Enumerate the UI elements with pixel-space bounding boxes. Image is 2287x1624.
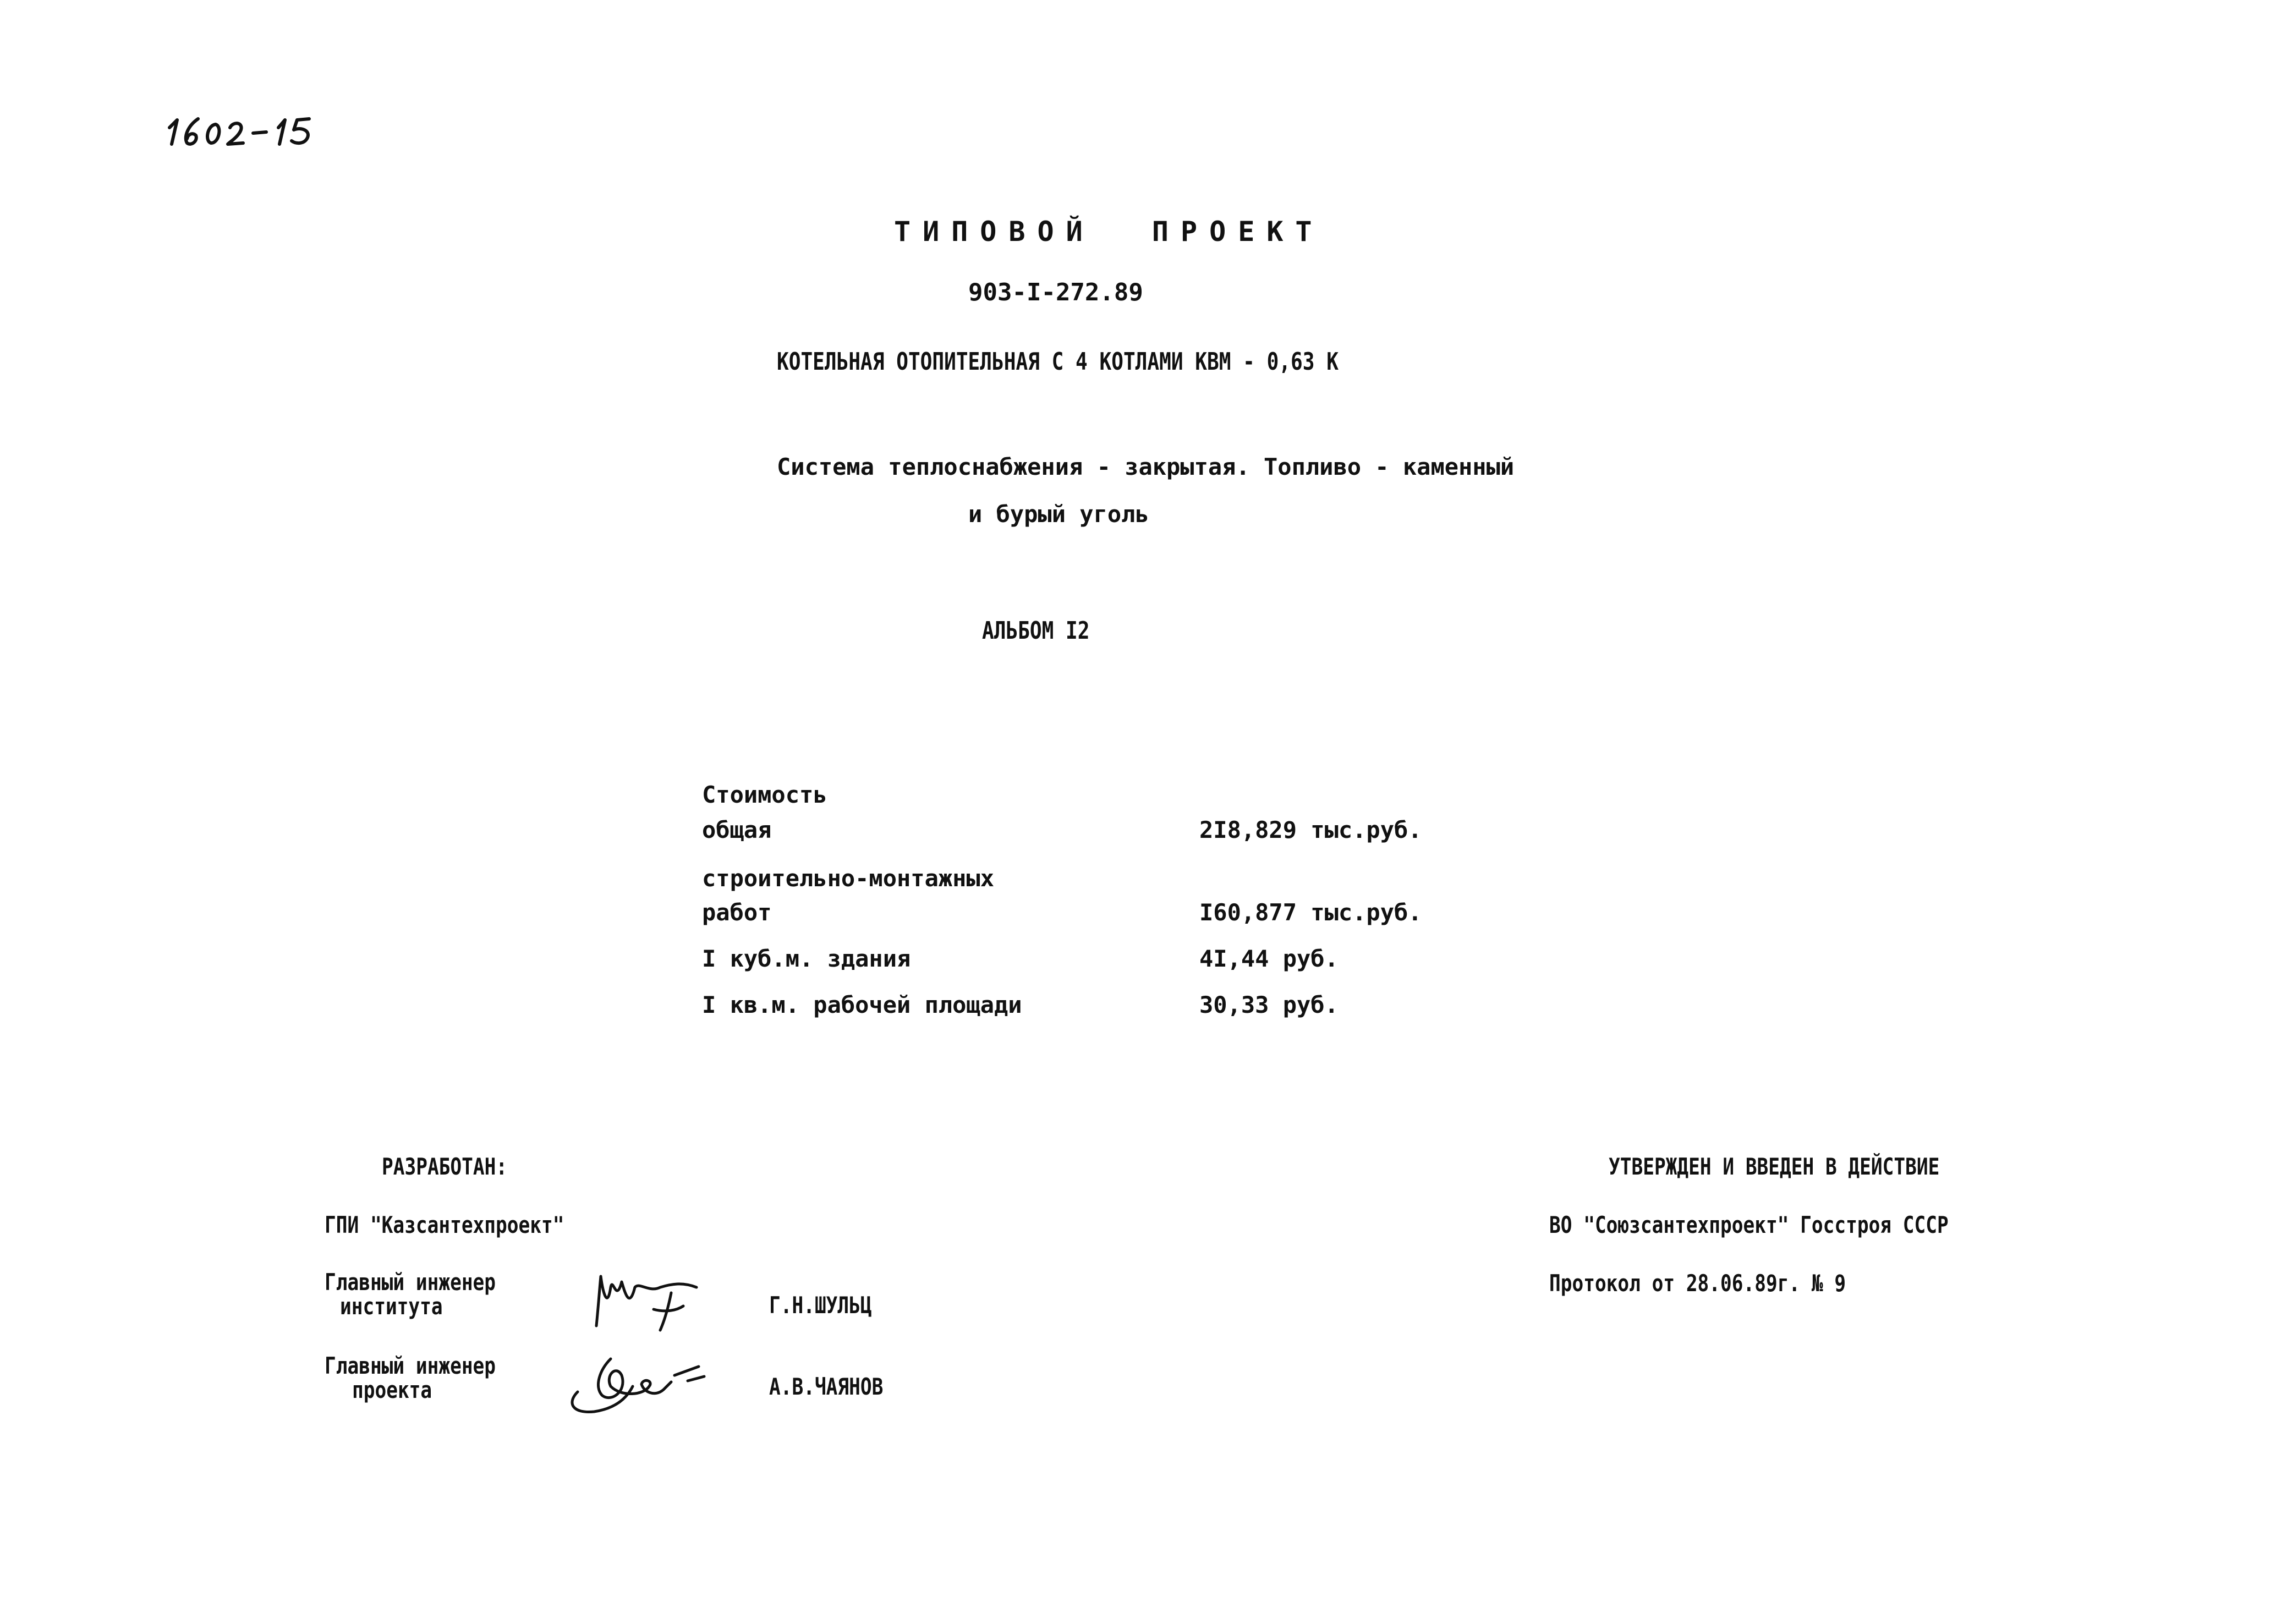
project-code: 903-I-272.89	[968, 278, 1143, 306]
description-line-1: Система теплоснабжения - закрытая. Топливо - каменный	[777, 453, 1515, 480]
signer-2-role-line2: проекта	[352, 1376, 432, 1403]
album-label: АЛЬБОМ I2	[982, 617, 1090, 645]
signature-1	[589, 1260, 699, 1337]
cost-value-construction: I60,877 тыс.руб.	[1199, 899, 1422, 926]
signer-2-role-line1: Главный инженер	[325, 1352, 496, 1379]
signer-1-role-line2: института	[340, 1293, 443, 1320]
cost-label-per-cubic-meter: I куб.м. здания	[702, 945, 911, 972]
project-subject: КОТЕЛЬНАЯ ОТОПИТЕЛЬНАЯ С 4 КОТЛАМИ КВМ - 0,63 К	[777, 348, 1339, 376]
cost-label-total: общая	[702, 816, 772, 843]
signer-1-name: Г.Н.ШУЛЬЦ	[769, 1292, 872, 1319]
cost-heading: Стоимость	[702, 781, 827, 808]
cost-value-per-square-meter: 30,33 руб.	[1199, 991, 1339, 1018]
approved-heading: УТВЕРЖДЕН И ВВЕДЕН В ДЕЙСТВИЕ	[1609, 1153, 1940, 1180]
handwritten-page-mark	[165, 110, 330, 154]
signature-2	[561, 1342, 726, 1419]
signer-2-name: А.В.ЧАЯНОВ	[769, 1373, 884, 1400]
developed-org: ГПИ "Казсантехпроект"	[325, 1211, 564, 1238]
description-line-2: и бурый уголь	[968, 501, 1149, 528]
cost-label-construction-line1: строительно-монтажных	[702, 865, 995, 892]
approved-protocol: Протокол от 28.06.89г. № 9	[1549, 1270, 1846, 1297]
cost-label-construction: работ	[702, 899, 772, 926]
signer-1-role-line1: Главный инженер	[325, 1269, 496, 1296]
developed-heading: РАЗРАБОТАН:	[382, 1153, 508, 1180]
cost-value-total: 2I8,829 тыс.руб.	[1199, 816, 1422, 843]
cost-value-per-cubic-meter: 4I,44 руб.	[1199, 945, 1339, 972]
document-title: ТИПОВОЙ ПРОЕКТ	[894, 216, 1324, 248]
approved-org: ВО "Союзсантехпроект" Госстроя СССР	[1549, 1211, 1949, 1238]
cost-label-per-square-meter: I кв.м. рабочей площади	[702, 991, 1022, 1018]
